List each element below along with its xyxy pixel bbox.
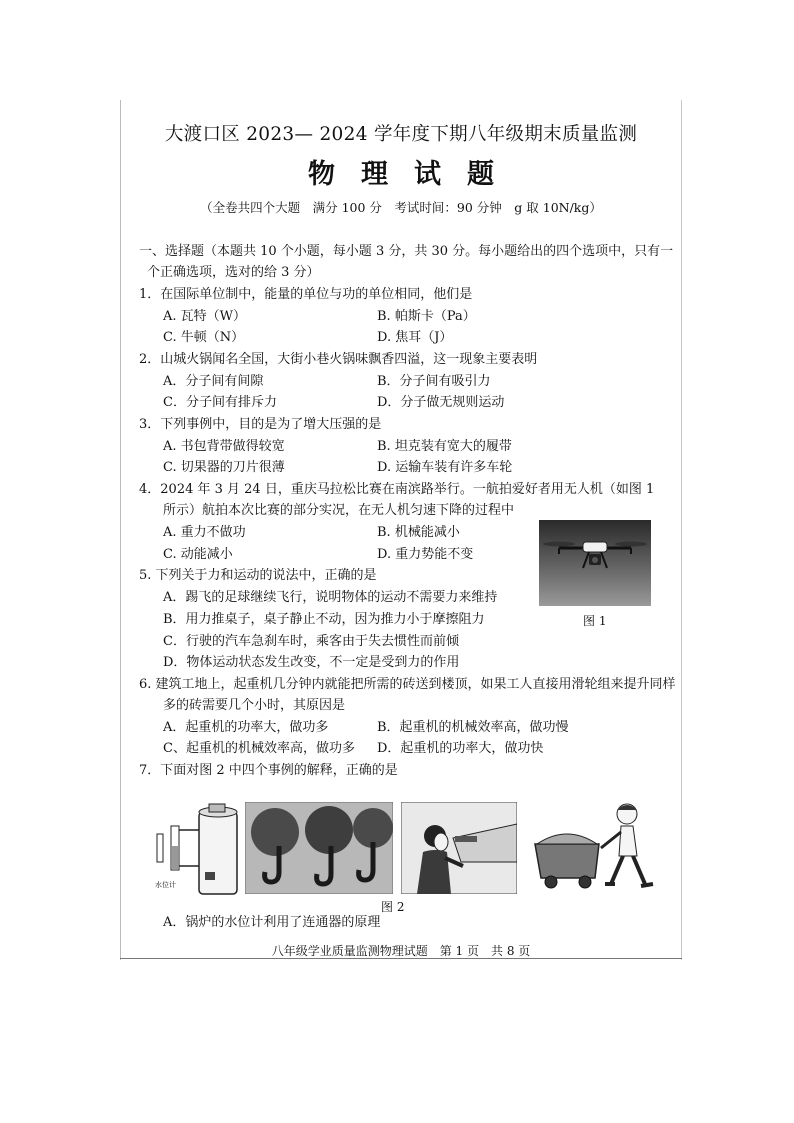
exam-title: 大渡口区 2023— 2024 学年度下期八年级期末质量监测 [164,124,638,145]
q2-option-b: B．分子间有吸引力 [377,374,491,389]
q4-option-a: A. 重力不做功 [163,525,246,540]
exam-meta: （全卷共四个大题 满分 100 分 考试时间：90 分钟 g 取 10N/kg） [200,200,602,215]
q1-stem: 1．在国际单位制中，能量的单位与功的单位相同，他们是 [139,287,473,302]
section1-heading-cont: 个正确选项，选对的给 3 分） [147,265,320,280]
bottom-rule [120,958,682,959]
person-table-figure [401,802,517,894]
q7-stem: 7．下面对图 2 中四个事例的解释，正确的是 [139,763,398,778]
figure-2-caption: 图 2 [381,900,405,914]
suction-hooks-figure [245,802,393,894]
q6-stem: 6. 建筑工地上，起重机几分钟内就能把所需的砖送到楼顶，如果工人直接用滑轮组来提升同样 [139,677,676,692]
q1-option-c: C. 牛顿（N） [163,330,245,345]
subject-title: 物理试题 [308,159,520,190]
q6-option-a: A．起重机的功率大，做功多 [163,720,329,735]
q2-stem: 2．山城火锅闻名全国，大街小巷火锅味飘香四溢，这一现象主要表明 [139,352,538,367]
drone-figure [539,520,651,606]
q4-option-d: D. 重力势能不变 [377,547,474,562]
q6-stem-cont: 多的砖需要几个小时，其原因是 [163,698,346,713]
q2-option-a: A．分子间有间隙 [163,374,264,389]
q4-stem-cont: 所示）航拍本次比赛的部分实况，在无人机匀速下降的过程中 [163,503,515,518]
q6-option-c: C、起重机的机械效率高，做功多 [163,741,355,756]
q3-option-c: C. 切果器的刀片很薄 [163,460,285,475]
water-gauge-label: 水位计 [155,881,176,889]
q5-stem: 5. 下列关于力和运动的说法中，正确的是 [139,568,377,583]
boy-cart-figure [529,800,665,896]
q6-option-b: B．起重机的机械效率高，做功慢 [377,720,569,735]
q5-option-c: C．行驶的汽车急刹车时，乘客由于失去惯性而前倾 [163,634,459,649]
q5-option-b: B．用力推桌子，桌子静止不动，因为推力小于摩擦阻力 [163,612,485,627]
page-footer: 八年级学业质量监测物理试题 第 1 页 共 8 页 [271,944,531,958]
exam-page [120,100,682,960]
section1-heading: 一、选择题（本题共 10 个小题，每小题 3 分，共 30 分。每小题给出的四个选项中，只有一 [139,244,674,259]
q4-option-c: C. 动能减小 [163,547,233,562]
q1-option-a: A. 瓦特（W） [163,309,247,324]
q3-option-b: B. 坦克装有宽大的履带 [377,439,512,454]
q1-option-b: B. 帕斯卡（Pa） [377,309,476,324]
q3-option-a: A. 书包背带做得较宽 [163,439,285,454]
q3-option-d: D. 运输车装有许多车轮 [377,460,513,475]
figure-1-caption: 图 1 [583,614,607,628]
q5-option-d: D．物体运动状态发生改变，不一定是受到力的作用 [163,655,460,670]
q3-stem: 3．下列事例中，目的是为了增大压强的是 [139,417,382,432]
q6-option-d: D．起重机的功率大，做功快 [377,741,544,756]
q2-option-d: D．分子做无规则运动 [377,395,505,410]
q7-option-a: A．锅炉的水位计利用了连通器的原理 [163,915,381,930]
q1-option-d: D. 焦耳（J） [377,330,453,345]
q2-option-c: C．分子间有排斥力 [163,395,277,410]
q4-option-b: B. 机械能减小 [377,525,460,540]
q4-stem: 4．2024 年 3 月 24 日，重庆马拉松比赛在南滨路举行。一航拍爱好者用无人机（如图 1 [139,482,655,497]
q5-option-a: A．踢飞的足球继续飞行，说明物体的运动不需要力来维持 [163,590,498,605]
